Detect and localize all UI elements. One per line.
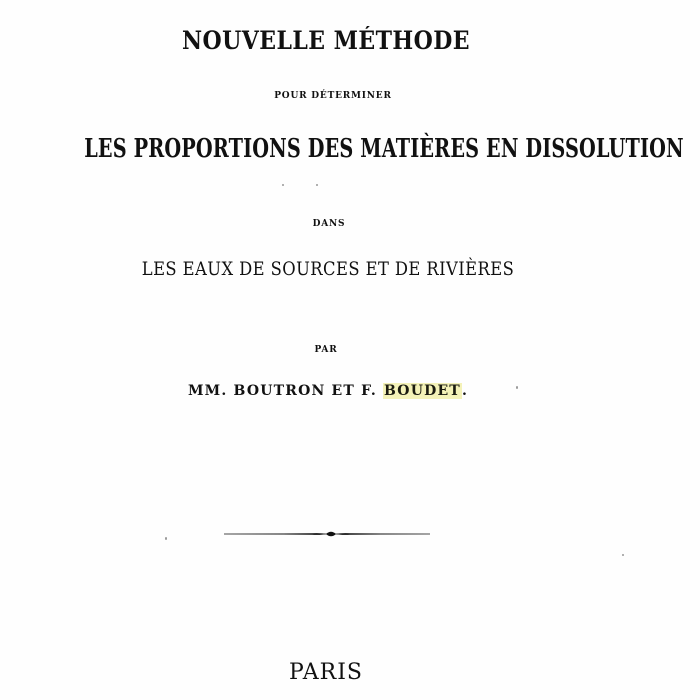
authors-line	[0, 383, 656, 399]
authors-highlighted-name: BOUDET	[384, 383, 461, 399]
authors-prefix: MM. BOUTRON ET F.	[187, 383, 383, 399]
connector-par: PAR	[314, 345, 338, 355]
rivers-heading: LES EAUX DE SOURCES ET DE RIVIÈRES	[141, 258, 515, 280]
authors-suffix: .	[461, 383, 469, 399]
paper-speck	[516, 386, 518, 389]
main-heading: LES PROPORTIONS DES MATIÈRES EN DISSOLUTION	[84, 134, 684, 164]
connector-dans: DANS	[312, 219, 346, 229]
paper-speck	[316, 184, 318, 186]
publication-city: PARIS	[289, 660, 363, 685]
subtitle-pour-determiner: POUR DÉTERMINER	[274, 91, 392, 101]
paper-speck	[282, 184, 284, 186]
paper-speck	[622, 554, 624, 556]
paper-speck	[165, 537, 167, 540]
book-title: NOUVELLE MÉTHODE	[181, 26, 470, 55]
horizontal-rule-ornament	[222, 526, 432, 542]
